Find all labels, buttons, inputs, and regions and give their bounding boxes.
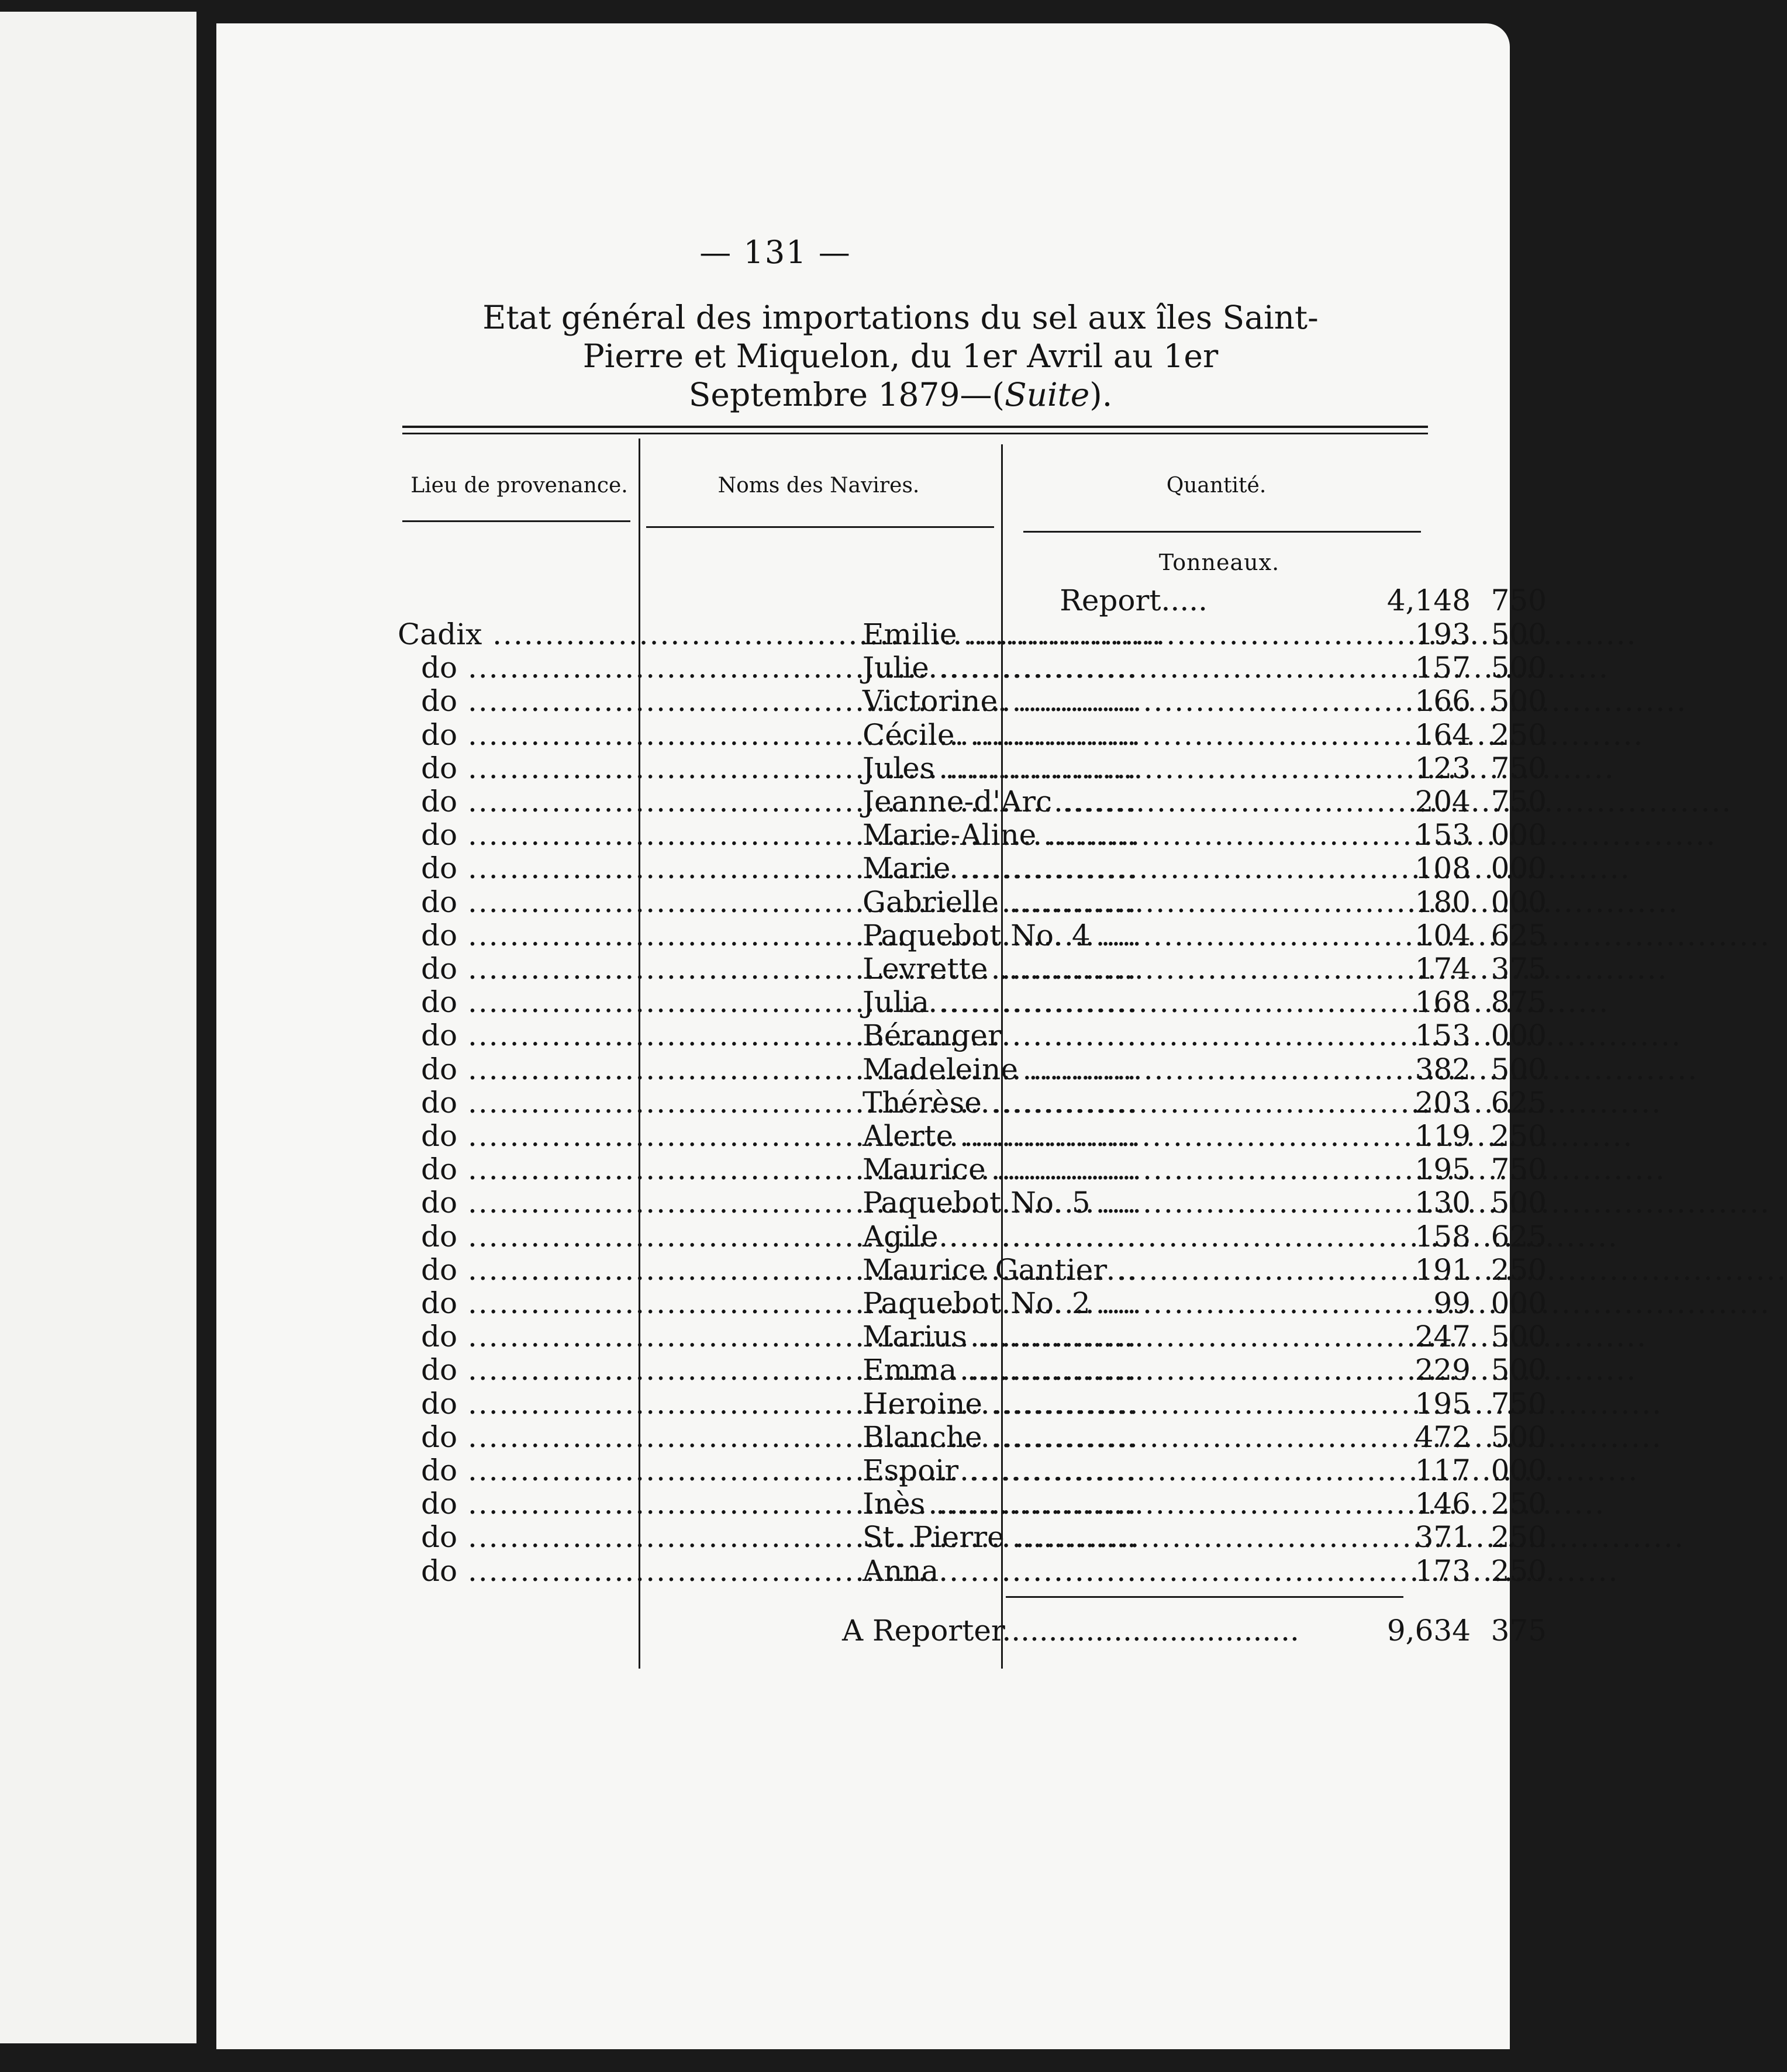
header-underline-3 — [1023, 531, 1421, 533]
table-row — [398, 1487, 1547, 1521]
place-cell: do ..... — [398, 1387, 632, 1421]
quantity-dec-cell: 625 — [1491, 918, 1547, 952]
header-underline-1 — [402, 520, 630, 522]
table-row — [398, 1018, 1547, 1053]
quantity-int-cell: 472 — [1415, 1420, 1471, 1454]
quantity-dec-cell: 000 — [1491, 818, 1547, 852]
table-row — [398, 851, 1547, 886]
quantity-int-cell: 229 — [1415, 1353, 1471, 1387]
ship-name-cell: Marius ..... — [863, 1320, 1213, 1353]
table-row — [398, 1152, 1547, 1187]
quantity-dec-cell: 500 — [1491, 1420, 1547, 1454]
ship-name-cell: Levrette ..... — [863, 952, 1213, 986]
ship-name-cell: Heroine ..... — [863, 1387, 1213, 1421]
ship-name-cell: Julie ..... — [863, 651, 1213, 685]
place-cell: do ..... — [398, 1554, 632, 1588]
ship-name-cell: Maurice Gantier ..... — [863, 1253, 1213, 1287]
ship-name-cell: Béranger ..... — [863, 1018, 1213, 1052]
quantity-dec-cell: 875 — [1491, 985, 1547, 1020]
carried-forward-dec: 750 — [1491, 583, 1547, 617]
ship-name-cell: Agile ..... — [863, 1220, 1213, 1253]
quantity-int-cell: 180 — [1415, 885, 1471, 919]
place-cell: do ..... — [398, 718, 632, 752]
place-cell: do ..... — [398, 918, 632, 952]
quantity-int-cell: 99 — [1433, 1286, 1471, 1320]
total-row — [398, 1614, 1547, 1648]
ship-name-cell: Madeleine ..... — [863, 1052, 1213, 1086]
ship-name-cell: Emilie ..... — [863, 617, 1213, 651]
ship-name-cell: Julia ..... — [863, 985, 1213, 1019]
table-row — [398, 1320, 1547, 1354]
ship-name-cell: Marie ..... — [863, 851, 1213, 885]
table-top-rule — [402, 426, 1428, 428]
quantity-int-cell: 382 — [1415, 1052, 1471, 1086]
quantity-dec-cell: 625 — [1491, 1085, 1547, 1120]
quantity-dec-cell: 000 — [1491, 851, 1547, 886]
quantity-int-cell: 173 — [1415, 1553, 1471, 1588]
ship-name-cell: Maurice ..... — [863, 1152, 1213, 1186]
table-row — [398, 785, 1547, 819]
quantity-int-cell: 195 — [1415, 1152, 1471, 1187]
table-row — [398, 1386, 1547, 1421]
title-line-2: Pierre et Miquelon, du 1er Avril au 1er — [582, 337, 1219, 375]
quantity-int-cell: 203 — [1415, 1085, 1471, 1120]
ship-name-cell: Blanche ..... — [863, 1420, 1213, 1454]
table-row — [398, 985, 1547, 1020]
place-cell: do ..... — [398, 1286, 632, 1320]
header-ship: Noms des Navires. — [717, 474, 920, 498]
ship-name-cell: Paquebot No. 5 ..... — [863, 1186, 1213, 1220]
place-cell: do ..... — [398, 818, 632, 852]
quantity-int-cell: 153 — [1415, 818, 1471, 852]
quantity-int-cell: 157 — [1415, 651, 1471, 685]
total-dec: 375 — [1491, 1614, 1547, 1648]
table-row — [398, 651, 1547, 685]
quantity-int-cell: 117 — [1415, 1453, 1471, 1487]
table-row — [398, 1420, 1547, 1454]
quantity-dec-cell: 500 — [1491, 684, 1547, 719]
quantity-dec-cell: 750 — [1491, 1152, 1547, 1187]
report-label: Report..... — [1060, 583, 1208, 617]
ship-name-cell: Jules ..... — [863, 751, 1213, 785]
quantity-dec-cell: 500 — [1491, 651, 1547, 685]
quantity-dec-cell: 000 — [1491, 1018, 1547, 1053]
table-row — [398, 1286, 1547, 1320]
quantity-dec-cell: 500 — [1491, 1186, 1547, 1220]
table-top-rule-2 — [402, 433, 1428, 434]
table-row — [398, 1186, 1547, 1220]
place-cell: do ..... — [398, 1086, 632, 1120]
table-row — [398, 952, 1547, 986]
place-cell: Cadix ..... — [398, 617, 632, 651]
quantity-dec-cell: 250 — [1491, 1520, 1547, 1555]
quantity-int-cell: 371 — [1415, 1520, 1471, 1555]
ship-name-cell: Paquebot No. 2 ..... — [863, 1286, 1213, 1320]
quantity-int-cell: 195 — [1415, 1386, 1471, 1421]
quantity-int-cell: 204 — [1415, 785, 1471, 819]
quantity-int-cell: 158 — [1415, 1219, 1471, 1253]
quantity-int-cell: 168 — [1415, 985, 1471, 1020]
quantity-dec-cell: 250 — [1491, 1487, 1547, 1521]
table-row — [398, 1119, 1547, 1153]
carried-forward-int: 4,148 — [1386, 583, 1471, 617]
place-cell: do ..... — [398, 1520, 632, 1554]
table-row — [398, 1252, 1547, 1287]
facing-page — [0, 12, 196, 2043]
place-cell: do ..... — [398, 985, 632, 1019]
quantity-int-cell: 146 — [1415, 1487, 1471, 1521]
quantity-dec-cell: 750 — [1491, 751, 1547, 785]
title-suite: Suite — [1004, 376, 1090, 413]
quantity-dec-cell: 750 — [1491, 785, 1547, 819]
quantity-dec-cell: 500 — [1491, 1353, 1547, 1387]
quantity-dec-cell: 250 — [1491, 1553, 1547, 1588]
total-int: 9,634 — [1386, 1614, 1471, 1648]
quantity-dec-cell: 250 — [1491, 1119, 1547, 1153]
unit-label: Tonneaux. — [1158, 550, 1280, 575]
place-cell: do ..... — [398, 1453, 632, 1487]
table-row — [398, 617, 1547, 651]
quantity-int-cell: 119 — [1415, 1119, 1471, 1153]
ship-name-cell: Jeanne-d'Arc ..... — [863, 785, 1213, 819]
place-cell: do ..... — [398, 1320, 632, 1353]
table-row — [398, 684, 1547, 719]
place-cell: do ..... — [398, 1119, 632, 1153]
place-cell: do ..... — [398, 651, 632, 685]
ship-name-cell: Emma ..... — [863, 1353, 1213, 1387]
ship-name-cell: Thérèse ..... — [863, 1086, 1213, 1120]
place-cell: do ..... — [398, 751, 632, 785]
place-cell: do ..... — [398, 684, 632, 718]
quantity-dec-cell: 500 — [1491, 1320, 1547, 1354]
ship-name-cell: Inès ..... — [863, 1487, 1213, 1521]
quantity-dec-cell: 500 — [1491, 617, 1547, 651]
quantity-dec-cell: 250 — [1491, 717, 1547, 752]
table-row — [398, 717, 1547, 752]
place-cell: do ..... — [398, 952, 632, 986]
place-cell: do ..... — [398, 1487, 632, 1521]
ship-name-cell: Anna ..... — [863, 1554, 1213, 1588]
quantity-dec-cell: 000 — [1491, 1286, 1547, 1320]
table-row — [398, 1520, 1547, 1555]
place-cell: do ..... — [398, 1220, 632, 1253]
page-number: — 131 — — [699, 234, 851, 271]
ship-name-cell: St. Pierre ..... — [863, 1520, 1213, 1554]
total-label: A Reporter ..... — [842, 1614, 1216, 1648]
table-row — [398, 1353, 1547, 1387]
quantity-int-cell: 193 — [1415, 617, 1471, 651]
header-quantity: Quantité. — [1166, 474, 1267, 498]
book-page — [216, 23, 1547, 2049]
table-row — [398, 1052, 1547, 1086]
table-row — [398, 751, 1547, 785]
quantity-int-cell: 166 — [1415, 684, 1471, 719]
quantity-int-cell: 108 — [1415, 851, 1471, 886]
quantity-dec-cell: 000 — [1491, 1453, 1547, 1487]
header-underline-2 — [646, 526, 994, 528]
quantity-int-cell: 191 — [1415, 1252, 1471, 1287]
total-rule — [1006, 1596, 1403, 1598]
quantity-int-cell: 164 — [1415, 717, 1471, 752]
quantity-int-cell: 104 — [1415, 918, 1471, 952]
ship-name-cell: Victorine. ..... — [863, 684, 1213, 718]
quantity-dec-cell: 375 — [1491, 952, 1547, 986]
table-row — [398, 1219, 1547, 1253]
table-row — [398, 1553, 1547, 1588]
quantity-dec-cell: 000 — [1491, 885, 1547, 919]
quantity-int-cell: 130 — [1415, 1186, 1471, 1220]
place-cell: do ..... — [398, 785, 632, 819]
header-place: Lieu de provenance. — [410, 474, 628, 498]
table-row — [398, 918, 1547, 952]
ship-name-cell: Gabrielle ..... — [863, 885, 1213, 919]
place-cell: do ..... — [398, 1253, 632, 1287]
title-line-1: Etat général des importations du sel aux îles Saint- — [482, 299, 1319, 336]
table-row — [398, 1085, 1547, 1120]
quantity-int-cell: 123 — [1415, 751, 1471, 785]
ship-name-cell: Paquebot No. 4 ..... — [863, 918, 1213, 952]
carried-forward-row — [398, 583, 1547, 617]
ship-name-cell: Marie-Aline ..... — [863, 818, 1213, 852]
quantity-dec-cell: 250 — [1491, 1252, 1547, 1287]
place-cell: do ..... — [398, 851, 632, 885]
quantity-dec-cell: 500 — [1491, 1052, 1547, 1086]
title-line-3: Septembre 1879—(Suite). — [688, 376, 1113, 413]
quantity-dec-cell: 750 — [1491, 1386, 1547, 1421]
place-cell: do ..... — [398, 1420, 632, 1454]
table-row — [398, 1453, 1547, 1487]
quantity-int-cell: 247 — [1415, 1320, 1471, 1354]
table-row — [398, 818, 1547, 852]
ship-name-cell: Espoir ..... — [863, 1453, 1213, 1487]
place-cell: do ..... — [398, 1152, 632, 1186]
place-cell: do ..... — [398, 1186, 632, 1220]
place-cell: do ..... — [398, 1052, 632, 1086]
place-cell: do ..... — [398, 885, 632, 919]
quantity-int-cell: 153 — [1415, 1018, 1471, 1053]
quantity-dec-cell: 625 — [1491, 1219, 1547, 1253]
ship-name-cell: Alerte ..... — [863, 1119, 1213, 1153]
table-row — [398, 885, 1547, 919]
ship-name-cell: Cécile. ..... — [863, 718, 1213, 752]
place-cell: do ..... — [398, 1018, 632, 1052]
place-cell: do ..... — [398, 1353, 632, 1387]
quantity-int-cell: 174 — [1415, 952, 1471, 986]
page-title — [368, 298, 1433, 414]
